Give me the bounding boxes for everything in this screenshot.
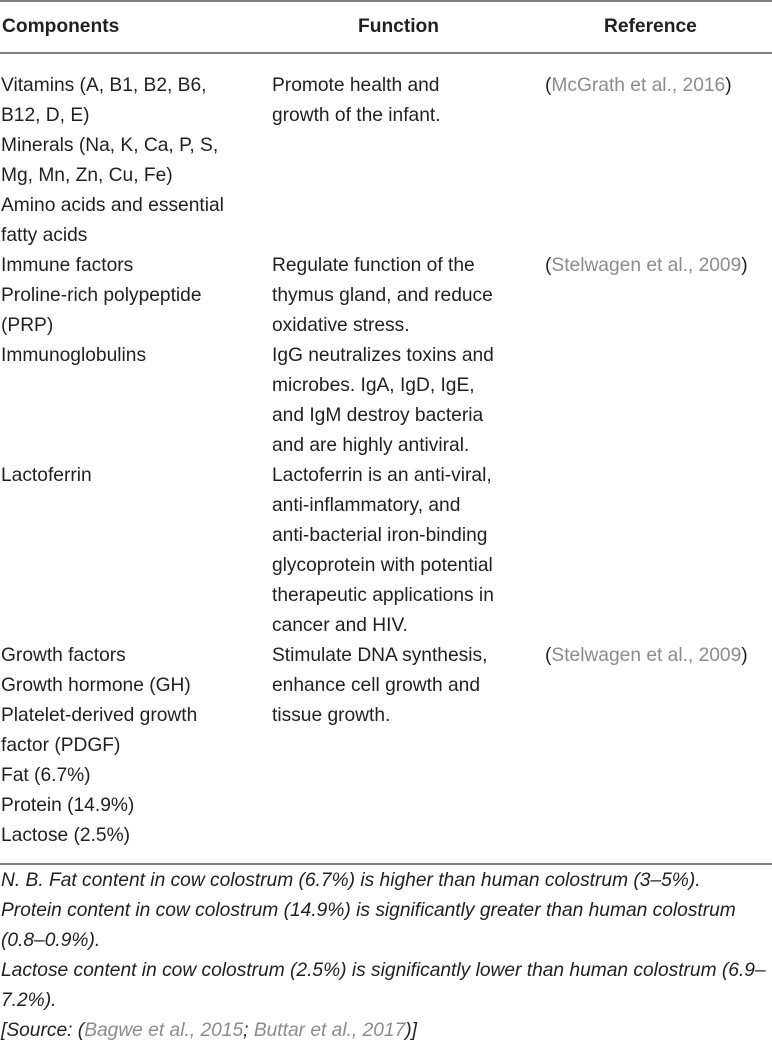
function-line: and are highly antiviral. — [272, 435, 470, 456]
components-cell — [0, 251, 270, 641]
component-line: Fat (6.7%) — [1, 765, 91, 786]
components-cell — [0, 53, 270, 251]
function-line: Regulate function of the — [272, 255, 475, 276]
component-line — [1, 431, 270, 461]
component-line: Minerals (Na, K, Ca, P, S, — [1, 135, 219, 156]
footnote-line: (0.8–0.9%). — [1, 930, 101, 951]
function-cell — [270, 251, 544, 641]
column-header-reference: Reference — [544, 1, 772, 53]
function-line: cancer and HIV. — [272, 615, 408, 636]
function-line: Stimulate DNA synthesis, — [272, 645, 488, 666]
function-line: Promote health and — [272, 75, 440, 96]
component-line: Immunoglobulins — [1, 345, 147, 366]
function-line: tissue growth. — [272, 705, 391, 726]
function-cell — [270, 641, 544, 864]
reference-close-paren: ) — [741, 645, 748, 666]
column-header-components: Components — [0, 1, 270, 53]
component-line: Lactose (2.5%) — [1, 825, 131, 846]
table-row — [0, 251, 772, 641]
function-line: and IgM destroy bacteria — [272, 405, 484, 426]
function-line: Lactoferrin is an anti-viral, — [272, 465, 492, 486]
table-header — [0, 1, 772, 53]
footnote-line: N. B. Fat content in cow colostrum (6.7%) is higher than human colostrum (3–5%). — [1, 870, 701, 891]
source-suffix: )] — [405, 1020, 418, 1041]
source-link-bagwe-2015[interactable]: Bagwe et al., 2015 — [84, 1020, 244, 1041]
component-line: Mg, Mn, Zn, Cu, Fe) — [1, 165, 173, 186]
reference-open-paren: ( — [545, 255, 552, 276]
function-line: enhance cell growth and — [272, 675, 481, 696]
column-header-function: Function — [270, 1, 544, 53]
reference-cell — [544, 641, 772, 864]
reference-cell — [544, 251, 772, 641]
reference-link-stelwagen-2009[interactable]: Stelwagen et al., 2009 — [551, 255, 742, 276]
component-line: Protein (14.9%) — [1, 795, 135, 816]
component-line: Lactoferrin — [1, 465, 92, 486]
source-prefix: [Source: ( — [1, 1020, 85, 1041]
header-row — [0, 1, 772, 53]
source-separator: ; — [243, 1020, 254, 1041]
reference-cell — [544, 53, 772, 251]
component-line: Growth hormone (GH) — [1, 675, 191, 696]
function-line: growth of the infant. — [272, 105, 441, 126]
component-line: factor (PDGF) — [1, 735, 121, 756]
table-body — [0, 53, 772, 864]
footnote-line: Lactose content in cow colostrum (2.5%) is significantly lower than human colostrum (6.9– — [1, 960, 766, 981]
footnote-line: 7.2%). — [1, 990, 57, 1011]
source-line — [0, 1016, 772, 1046]
reference-link-stelwagen-2009[interactable]: Stelwagen et al., 2009 — [551, 645, 742, 666]
function-line: anti-inflammatory, and — [272, 495, 461, 516]
component-line: Vitamins (A, B1, B2, B6, — [1, 75, 207, 96]
component-line: fatty acids — [1, 225, 88, 246]
function-line: oxidative stress. — [272, 315, 410, 336]
table-row — [0, 53, 772, 251]
component-line: Platelet-derived growth — [1, 705, 198, 726]
reference-close-paren: ) — [741, 255, 748, 276]
function-line: IgG neutralizes toxins and — [272, 345, 494, 366]
function-line: glycoprotein with potential — [272, 555, 493, 576]
component-line — [1, 371, 270, 401]
function-cell — [270, 53, 544, 251]
table-row — [0, 641, 772, 864]
function-line: microbes. IgA, IgD, IgE, — [272, 375, 475, 396]
component-line — [1, 401, 270, 431]
function-line: thymus gland, and reduce — [272, 285, 493, 306]
component-line: B12, D, E) — [1, 105, 90, 126]
component-line: Amino acids and essential — [1, 195, 224, 216]
component-line: Proline-rich polypeptide — [1, 285, 202, 306]
component-line: (PRP) — [1, 315, 54, 336]
function-line: therapeutic applications in — [272, 585, 494, 606]
function-line: anti-bacterial iron-binding — [272, 525, 488, 546]
source-link-buttar-2017[interactable]: Buttar et al., 2017 — [253, 1020, 406, 1041]
component-line: Immune factors — [1, 255, 134, 276]
footnote-line: Protein content in cow colostrum (14.9%) is significantly greater than human colostrum — [1, 900, 736, 921]
table-footnote — [0, 866, 772, 1046]
component-line: Growth factors — [1, 645, 126, 666]
reference-link-mcgrath-2016[interactable]: McGrath et al., 2016 — [551, 75, 726, 96]
reference-open-paren: ( — [545, 645, 552, 666]
components-cell — [0, 641, 270, 864]
reference-open-paren: ( — [545, 75, 552, 96]
reference-close-paren: ) — [725, 75, 732, 96]
